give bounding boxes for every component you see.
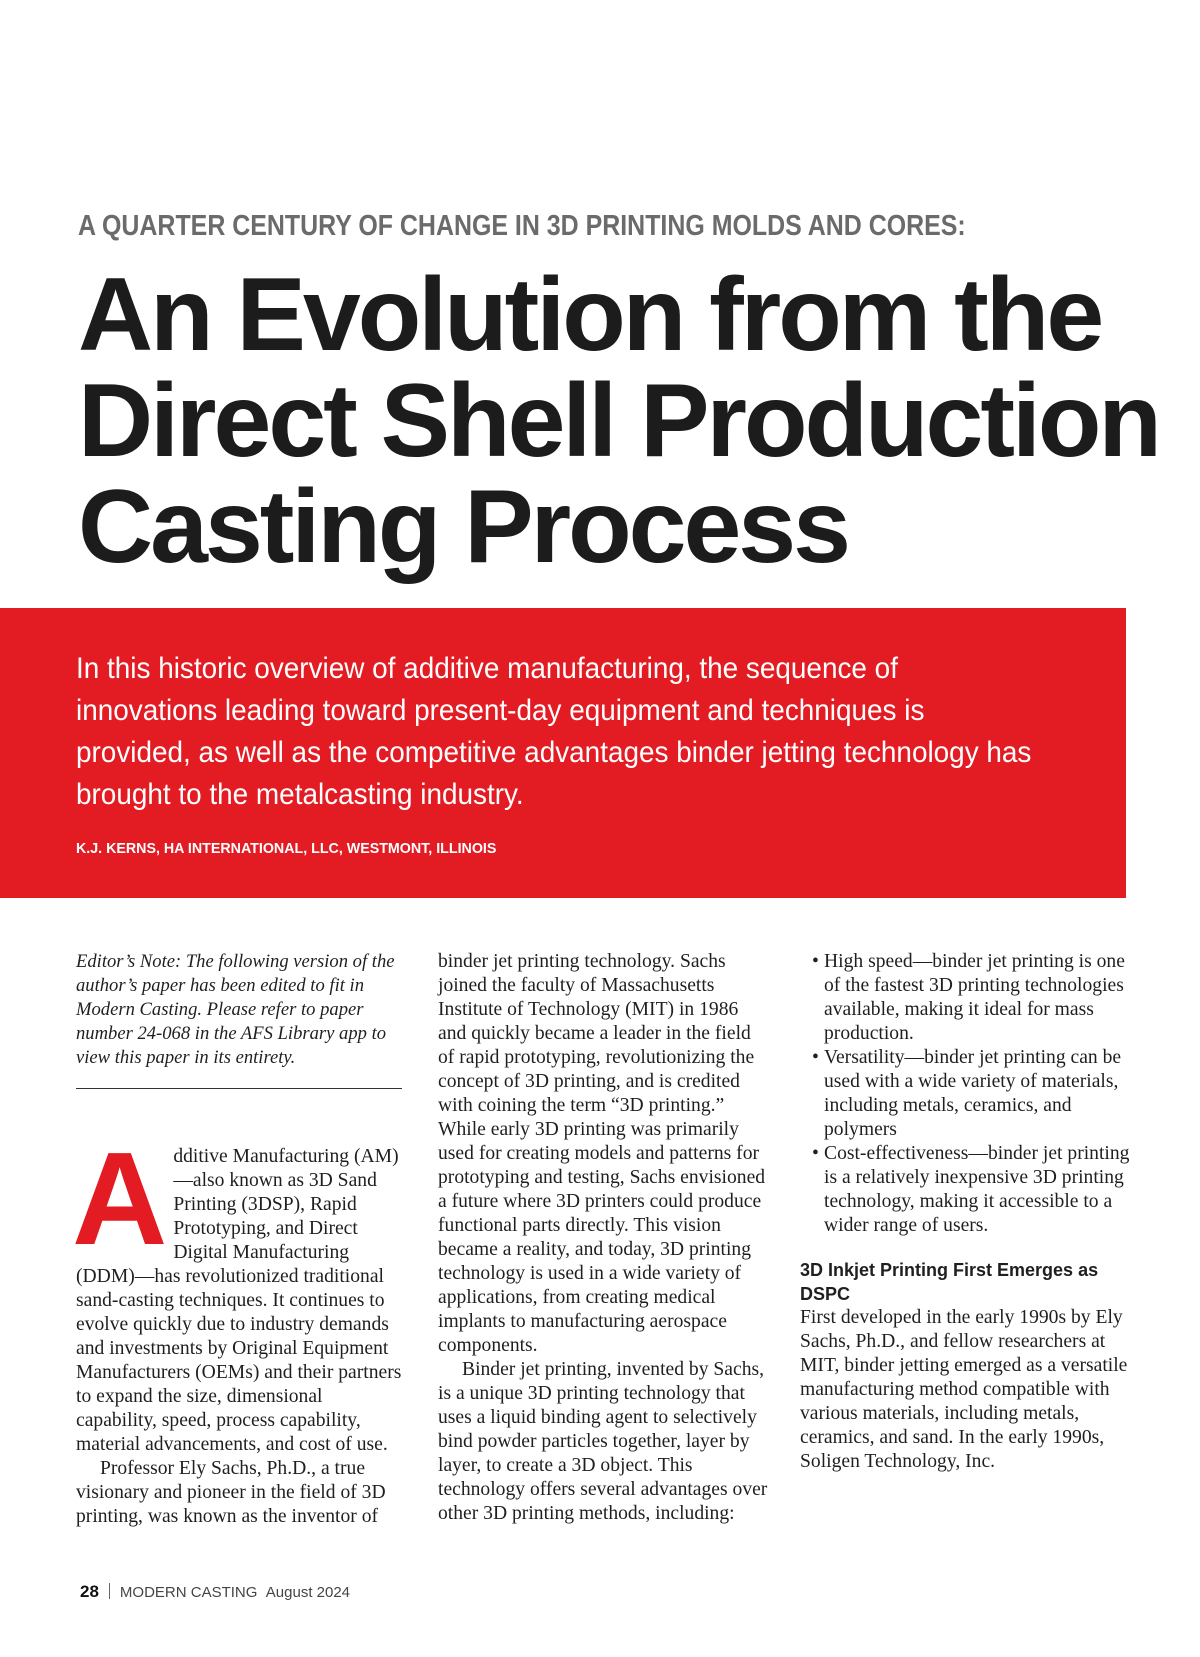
section-subhead: 3D Inkjet Printing First Emerges as DSPC [800, 1260, 1099, 1304]
editor-note: Editor’s Note: The following version of the author’s paper has been edited to fit in Modern Casting. Please refer to paper number 24-068 in the AFS Library app to view this paper in its entirety. [76, 950, 402, 1089]
list-item: • High speed—binder jet printing is one of the fastest 3D printing technologies available, making it ideal for mass production. [812, 950, 1130, 1046]
list-item: • Versatility—binder jet printing can be used with a wide variety of materials, including metals, ceramics, and polymers [812, 1046, 1130, 1142]
advantages-list [800, 950, 1130, 1238]
opening-paragraph-block [72, 1125, 402, 1529]
drop-cap: A [72, 1125, 168, 1272]
body-paragraph-continued: binder jet printing technology. Sachs joined the faculty of Massachusetts Institute of Technology (MIT) in 1986 and quickly became a leader in the field of rapid prototyping, revolutionizing the concept of 3D printing, and is credited with coining the term “3D printing.” While early 3D printing was primarily used for creating models and patterns for prototyping and testing, Sachs envisioned a future where 3D printers could produce functional parts directly. This vision became a reality, and today, 3D printing technology is used in a wide variety of applications, from creating medical implants to manufacturing aerospace components. [438, 951, 766, 1356]
body-paragraph-4: First developed in the early 1990s by Ely Sachs, Ph.D., and fellow researchers at MIT, binder jetting emerged as a versatile manufacturing method compatible with various materials, including metals, ceramics, and sand. In the early 1990s, Soligen Technology, Inc. [800, 1307, 1128, 1472]
column-1 [72, 950, 402, 1529]
deck-text: In this historic overview of additive manufacturing, the sequence of innovations leading toward present-day equipment and techniques is provided, as well as the competitive advantages binder jetting technology has brought to the metalcasting industry. [76, 652, 1032, 811]
headline-line-3: Casting Process [78, 469, 848, 585]
deck-banner [0, 608, 1126, 898]
page-number: 28 [80, 1582, 99, 1601]
headline-line-1: An Evolution from the [78, 257, 1102, 373]
column-2 [438, 950, 768, 1526]
footer-divider [109, 1583, 110, 1599]
list-item: • Cost-effectiveness—binder jet printing is a relatively inexpensive 3D printing technology, making it accessible to a wider range of users. [812, 1142, 1130, 1238]
body-paragraph-2: Professor Ely Sachs, Ph.D., a true visionary and pioneer in the field of 3D printing, was known as the inventor of [76, 1458, 386, 1527]
byline: K.J. KERNS, HA INTERNATIONAL, LLC, WESTMONT, ILLINOIS [76, 840, 497, 857]
issue-date: August 2024 [265, 1584, 351, 1601]
column-3 [800, 950, 1130, 1474]
body-paragraph-3: Binder jet printing, invented by Sachs, is a unique 3D printing technology that uses a liquid binding agent to selectively bind powder particles together, layer by layer, to create a 3D object. This technology offers several advantages over other 3D printing methods, including: [438, 1359, 768, 1524]
magazine-name: MODERN CASTING [119, 1584, 258, 1601]
headline-line-2: Direct Shell Production [78, 363, 1159, 479]
page-footer [80, 1582, 350, 1602]
article-kicker: A QUARTER CENTURY OF CHANGE IN 3D PRINTING MOLDS AND CORES: [78, 210, 966, 242]
body-paragraph-1: dditive Manufacturing (AM)—also known as 3D Sand Printing (3DSP), Rapid Prototyping, and Direct Digital Manufacturing (DDM)—has revolutionized traditional sand-casting techniques. It continues to evolve quickly due to industry demands and investments by Original Equipment Manufacturers (OEMs) and their partners to expand the size, dimensional capability, speed, process capability, material advancements, and cost of use. [76, 1146, 402, 1455]
article-headline [78, 257, 1178, 585]
